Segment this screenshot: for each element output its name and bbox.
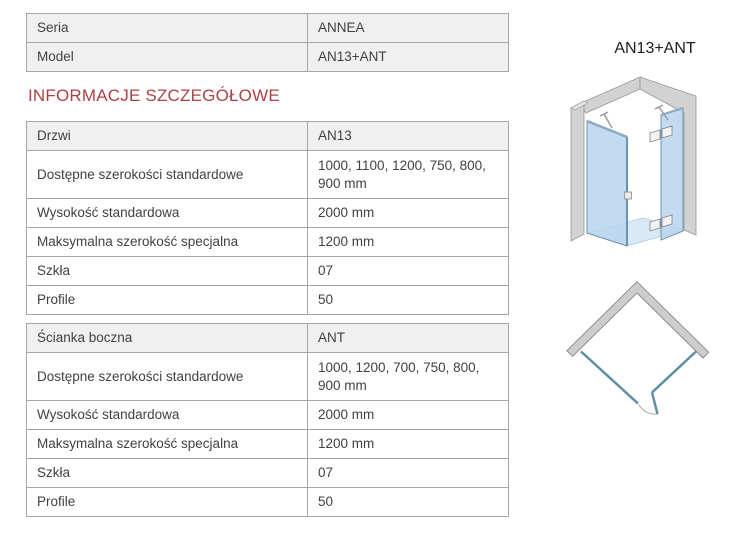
spec-label: Szkła	[27, 459, 308, 488]
spec-label: Wysokość standardowa	[27, 199, 308, 228]
spec-value: 07	[308, 459, 509, 488]
side-wall-spec-table	[26, 323, 509, 517]
table-header-row	[27, 324, 509, 353]
spec-label: Wysokość standardowa	[27, 401, 308, 430]
enclosure-top-view-drawing	[566, 262, 736, 442]
spec-label: Szkła	[27, 257, 308, 286]
table-header-row	[27, 122, 509, 151]
spec-value: 2000 mm	[308, 199, 509, 228]
spec-value: AN13	[308, 122, 509, 151]
door-fixed-segment-line	[652, 352, 696, 393]
spec-label: Dostępne szerokości standardowe	[27, 151, 308, 199]
spec-label: Profile	[27, 488, 308, 517]
table-row	[27, 353, 509, 401]
table-row	[27, 151, 509, 199]
spec-value: 50	[308, 286, 509, 315]
model-label: AN13+ANT	[614, 40, 696, 57]
door-open-line	[652, 393, 658, 415]
spec-label: Ścianka boczna	[27, 324, 308, 353]
wall-left	[571, 101, 584, 241]
spec-value: 1000, 1100, 1200, 750, 800, 900 mm	[308, 151, 509, 199]
spec-label: Maksymalna szerokość specjalna	[27, 228, 308, 257]
door-handle	[625, 192, 632, 199]
spec-value: 1200 mm	[308, 228, 509, 257]
table-row	[27, 228, 509, 257]
wall-back-left	[579, 77, 640, 113]
table-row	[27, 257, 509, 286]
spec-tables-column	[26, 13, 506, 517]
walls-top-view	[567, 282, 709, 358]
table-row	[27, 286, 509, 315]
table-row	[27, 43, 509, 72]
spec-value: 50	[308, 488, 509, 517]
spec-value: 07	[308, 257, 509, 286]
table-row	[27, 401, 509, 430]
spec-label: Seria	[27, 14, 308, 43]
spec-label: Dostępne szerokości standardowe	[27, 353, 308, 401]
spec-value: 2000 mm	[308, 401, 509, 430]
spec-label: Model	[27, 43, 308, 72]
table-row	[27, 14, 509, 43]
spec-label: Drzwi	[27, 122, 308, 151]
spec-value: 1200 mm	[308, 430, 509, 459]
spec-value: ANNEA	[308, 14, 509, 43]
glass-side-panel	[587, 121, 627, 246]
section-heading: INFORMACJE SZCZEGÓŁOWE	[28, 86, 280, 105]
table-row	[27, 459, 509, 488]
spec-label: Maksymalna szerokość specjalna	[27, 430, 308, 459]
summary-table	[26, 13, 509, 72]
spec-value: AN13+ANT	[308, 43, 509, 72]
table-row	[27, 430, 509, 459]
side-panel-line	[581, 352, 638, 404]
spec-value: ANT	[308, 324, 509, 353]
spec-value: 1000, 1200, 700, 750, 800, 900 mm	[308, 353, 509, 401]
table-row	[27, 488, 509, 517]
door-spec-table	[26, 121, 509, 315]
table-row	[27, 199, 509, 228]
enclosure-3d-drawing	[555, 75, 739, 265]
spec-label: Profile	[27, 286, 308, 315]
